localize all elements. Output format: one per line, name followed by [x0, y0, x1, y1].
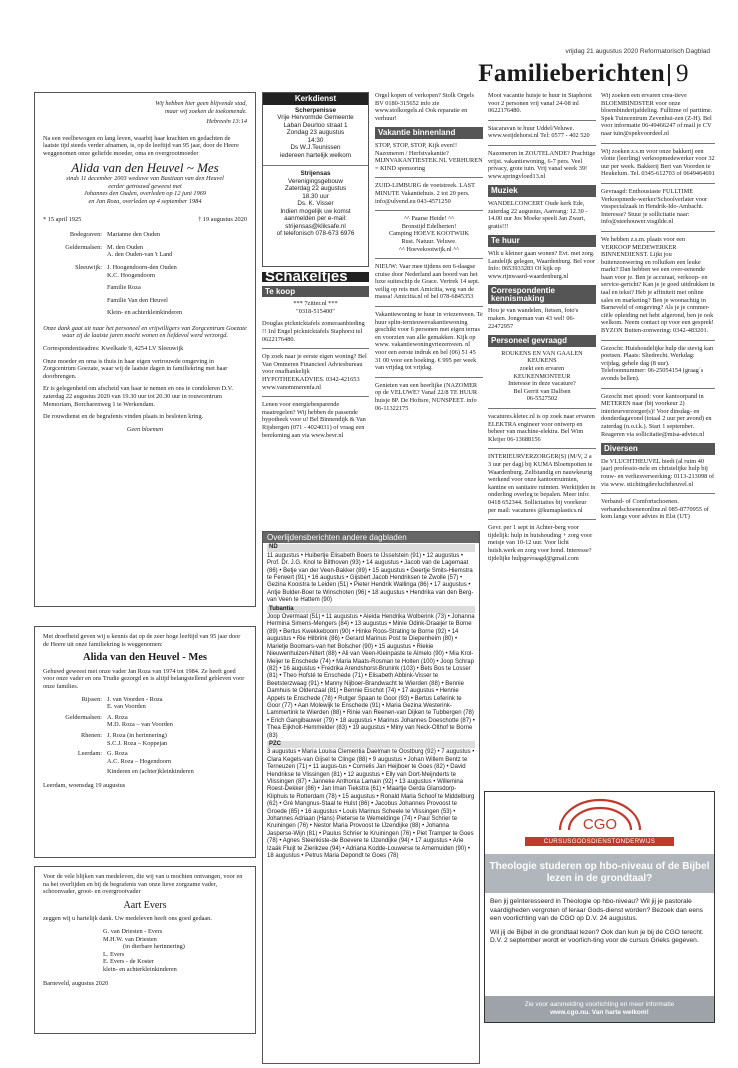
classified: ZUID-LIMBURG de voetstreek. LAST MINUTE Vakantiehuis. 2 tot 20 pers. info@ulvend.eu 043-4571250	[375, 182, 475, 205]
schakeltjes-column	[262, 268, 369, 444]
cgo-footer: Zie voor aanmelding voorlichting en meer informatie www.cgo.nu. Van harte welkom!	[485, 996, 714, 1022]
deceased-name: Aart Evers	[123, 899, 167, 911]
classified: We hebben z.s.m. plaats voor een VERKOOP MEDEWERKER BINNENDIENST. Lijkt jou buitenzonwering en rolluiken een leuke markt? Dan hebben we een over-eenende baan voor je. Ben je accuraat, verkoop- en service-gericht? Kan je je goed uitdrukken in taal en tekst? Heb je affiniteit met online sales en marketing? Ben je woonachtig in Barneveld of omgeving? Als je je commer-ciële opleiding net hebt afgerond, ben je ook welkom. Neem contact op voor een gesprek! BYZON Buiten-zonwering: 0342-483201.	[601, 235, 715, 335]
classified: INTERIEURVERZORGER(S) (M/V, 2 a 3 uur per dag) bij KUMA Bloempotten te Waardenburg. Zelfstandig en nauwkeurig werkend voor onze kantoorruimten, kantine en sanitaire ruimten. Werktijden in onderling overleg te bepalen. Meer info: 0418 652344. Sollicitaties bij voorkeur per mail: vacatures @kumaplastics.nl	[488, 453, 596, 514]
death-notice-1	[34, 92, 256, 607]
family-list: Bodegraven: Marianne den Ouden Geldermalsen: M. den Ouden A. den Ouden-van 't Land Sleeuwijk: J. Hoogendoorn-den Ouden K.C. Hoogendoorn Familie Roza Familie Van den Heuvel Klein- en achterkleinkinderen	[65, 231, 183, 317]
diversen-heading: Diversen	[601, 443, 715, 455]
cgo-subtitle: CURSUSGODSDIENSTONDERWIJS	[525, 837, 674, 846]
classifieds-column-6	[601, 92, 715, 526]
closing-line: Leerdam, woensdag 19 augustus	[43, 781, 126, 789]
te-koop-heading: Te koop	[262, 286, 369, 298]
thanks-text: Onze dank gaat uit naar het personeel en vrijwilligers van Zorgcentrum Goezate waar zij de laatste jaren mocht wonen en liefdevol werd verzorgd.	[43, 324, 247, 340]
classified: Hou je van wandelen, fietsen, foto's maken. Jongeman van 43 wel! 06-22472957	[488, 307, 579, 330]
classified: NIEUW: Vaar mee tijdens een 6-daagse cruise door Nederland aan boord van het luxe suiteschip de Grace. Vertrek 14 sept. veilig op reis met Amicitia, weg van de massa! Amicitia.nl of bel 078-6845353	[375, 263, 480, 301]
notice-para-2: Er is gelegenheid om afscheid van haar te nemen en ons te condoleren D.V. zaterdag 22 augustus 2020 van 19.30 uur tot 20.30 uur in rouwcentrum Memoriam, Borcharenweg 1 te Werkendam.	[43, 385, 233, 408]
cgo-logo-arcs	[545, 798, 655, 832]
closing-line: Geen bloemen	[126, 425, 164, 433]
obituary-list-nd: 11 augustus • Huibertje Elisabeth Boers te IJsselstein (91) • 12 augustus • Prof. Dr. J.G. Knol te Bilthoven (93) • 14 augustus • Jacob van de Lagemaat (86) • Betje van der Veen-Bakker (89) • 15 augustus • Geertje Smits-Hiemstra te Ferwert (91) • 16 augustus • Gijsbert Jacob Hendriksen te Zwolle (57) • Gezina Kooistra te Leiden (51) • Pieter Hendrik Wallinga (86) • 17 augustus • Antje Bulder-Boer te Winschoten (96) • 18 augustus • Hendrika van den Berg-van Veen te Hattem (90)	[267, 552, 474, 604]
classified: Lenen voor energiebesparende maatregelen? Wij hebben de passende hypotheek voor u! Bel Binnendijk & Van Rijsbergen (071 - 4024031) of vraag een berekening aan via www.bevr.nl	[262, 401, 366, 439]
notice-intro: Met droefheid geven wij u kennis dat op de zeer hoge leeftijd van 95 jaar door de Heere uit onze familiekring is weggenomen:	[43, 633, 241, 648]
cgo-advertisement	[484, 791, 715, 1023]
cgo-website-link[interactable]: www.cgo.nu. Van harte welkom!	[550, 1009, 649, 1016]
personeel-heading: Personeel gevraagd	[488, 335, 596, 347]
schakeltjes-title: Schakeltjes	[262, 272, 369, 282]
death-notice-2	[34, 626, 256, 858]
classified: WANDELCONCERT Oude kerk Ede, zaterdag 22 augustus, Aanvang: 12.30 - 14.00 uur Jos Moeke speelt Jan Zwart, gratis!!!	[488, 199, 588, 230]
family-list: Rijssen: J. van Voorden - Roza E. van Voorden Geldermalsen: A. Roza M.D. Roza – van Voorden Rhenen: J. Roza (in herinnering) S.C.J. Roza – Koppejan Leerdam: G. Roza A.C. Roza – Hogendoorn Kinderen en (achter)kleinkinderen	[65, 695, 194, 776]
correspondence-address: Correspondentieadres: Kwelkade 9, 4254 LV Sleeuwijk	[43, 345, 184, 353]
classified: Op zoek naar je eerste eigen woning? Bel Van Ommeren Financieel Adviesbureau voor onafhankelijk HYPOTHEEKADVIES. 0342-421653 www.vanommerenfa.nl	[262, 353, 367, 391]
classified: Gevraagd: Enthousiaste FULLTIME Verkoopmede-werker/Schoolverlater voor visspecialzaak in Hendrik-Ido-Ambacht. Interesse? Stuur je sollicitatie naar: info@steehouwer.visgilde.nl	[601, 187, 708, 226]
svg-text:CGO: CGO	[582, 816, 617, 832]
header-date: vrijdag 21 augustus 2020 Reformatorisch Dagblad	[565, 48, 710, 55]
section-title: Kerkdienst	[263, 93, 368, 105]
classified: vacatures.kletec.nl is op zoek naar ervaren ELEKTRA engineer voor ontwerp en beheer van machine-elektra. Bel Wim Kleijer 06-13688156	[488, 413, 595, 443]
classified: De VLUCHTHEUVEL biedt (al ruim 40 jaar) professio-nele en christelijke hulp bij rouw- en verliesverwerking: 0113-213098 of via www. stichtingdevluchtheuvel.nl	[601, 457, 715, 488]
obituaries-other-papers	[262, 531, 480, 1064]
notice-intro: Voor de vele blijken van medeleven, die wij van u mochten ontvangen, voor en na het overlijden en bij de begrafenis van onze lieve zorgzame vader, schoonvader, groot- en overgrootvader	[43, 873, 243, 896]
classified: Nazomeren in ZOUTELANDE? Prachtige vrijst. vakantiewoning, 6-7 pers. Veel privacy, grote tuin. Vrij vanaf week 39! www.springvloed13.nl	[488, 149, 596, 180]
classifieds-column-5	[488, 92, 596, 567]
region-tubantia: Tubantia	[267, 606, 475, 613]
classified: Gezocht: Huishoudelijke hulp die stevig kan poetsen. Plaats: Sliedrecht. Werkdag: vrijdag, gehele dag (8 uur). Telefoonnummer: 06-25054154 (graag´s avonds bellen).	[601, 344, 714, 382]
notice-subtitle: sinds 11 december 2003 weduwe van Bastiaan van den Heuvel eerder getrouwd geweest met Johannes den Ouden, overleden op 12 juni 1969 en Jan Roza, overleden op 4 september 1984	[66, 175, 224, 205]
notice-body: zeggen wij u hartelijk dank. Uw medeleven heeft ons goed gedaan.	[43, 915, 212, 923]
classified: Vakantiewoning te huur in vriezenveen. Te huur splin-ternieuwevakantiewoning geschikt voor 6 personen met eigen terras en voorzien van alle gemakken. Kijk op www. vakantiewoningvriezenveen. nl voor een eerste indruk en bel (06) 51 45 31 00 voor een boeking. € 995 per week van vrijdag tot vrijdag.	[375, 311, 483, 372]
classified: Mooi vacantie huisje te huur in Staphorst voor 2 personen vrij vanaf 24-08 inl 0622176480.	[488, 92, 592, 115]
obituary-list-tubantia: Joop Overmaat (51) • 11 augustus • Aleida Hendrika Wolberink (73) • Johanna Hermina Simens-Mengers (84) • 13 augustus • Minie Odink-Draaijer te Borne (89) • Bertus Kwekkeboom (90) • Hinke Roos-Strating te Borne (92) • 14 augustus • Rie Hilbrink (86) • Gerard Marinus Post te Diepenheim (80) • Marietje Boomars-van het Bolscher (90) • 15 augustus • Riekie Nieuwenhuizen-Nitert (88) • Ali van Veen-Kleinpaste te Almelo (90) • Mia Krol-Meijer te Enschede (74) • Maria Maats-Rosman te Holten (100) • Joop Schrap (82) • 16 augustus • Fredrika Arendshorst-Brunink (103) • Bets Bos te Losser (81) • Theo Hofsté te Enschede (71) • Elisabeth Abbink-Visser te Beetsterzwaag (91) • Manny Nijboer-Brandwacht te Wierden (88) • Bennie Damhuis te Oldenzaal (81) • Bennie Eischot (74) • 17 augustus • Hennie Appels te Enschede (78) • Rutger Spaan te Goor (93) • Bertus Leferink te Goor (77) • Aan Molewijk te Enschede (91) • Maria Gezina Westerink-Lammertink te Wierden (88) • Rinie van Reenen-van Dijken te Tubbergen (78) • Erich Gangibauwer (79) • 18 augustus • Marinus Johannes Doeschotte (87) • Thea Eijkholt-Hemmelder (83) • 19 augustus • Miny van Neck-Olthof te Borne (83)	[267, 614, 475, 739]
cgo-body-1: Ben jij geïnteresseerd in Theologie op hbo-niveau? Wil jij je pastorale vaardigheden vergroten of leraar Gods-dienst worden? Bezoek dan eens een voorlichting van de CGO op D.V. 24 augustus.	[490, 898, 703, 923]
life-dates: * 15 april 1925 † 19 augustus 2020	[43, 215, 247, 223]
classified: Gevr. per 1 sept in Achter-berg voor tijdelijk: hulp in huishouding + zorg voor meisje van 10-12 uur. Voor licht huish.werk en zorg voor hond. Interesse? tijdelijke hulpgevraagd@gmail.com	[488, 524, 593, 562]
classified: Gezocht met spoed: voor kantoorpand in METEREN naar (bij voorkeur 2) interieurverzorger(s)! Voor dinsdag- en donderdagavond (totaal 2 uur per avond) en zaterdag (n.o.t.k.). Start 1 september. Reageren via sollicitatie@misa-advies.nl	[601, 392, 712, 438]
classified: Wij zoeken een ervaren crea-tieve BLOEMBINDSTER voor onze bloembinderijafdeling. Fulltime of parttime. Spek Tuincentrum Zevenhui-zen (Z-H). Bel voor informatie 06-49466247 of mail je CV naar tuin@spekvoordeel.nl	[601, 92, 713, 137]
region-pzc: PZC	[267, 741, 475, 748]
classified: *** 7zitter.nl *** "0318-515400"	[293, 300, 338, 315]
region-nd: ND	[267, 544, 475, 551]
classified: Wilt u kleiner gaan wonen? Evt. met zorg. Landelijk gelegen, Waardenburg. Bel voor Info: 0653933283 Of kijk op www.rijnwaard-waardenburg.nl	[488, 249, 595, 280]
page-number: 9	[676, 60, 689, 87]
classified: Orgel kopen of verkopen? Stolk Orgels BV 0180-315652 info zie www.stolkorgels.nl Ook reparatie en verhuur!	[375, 92, 474, 122]
obituary-list-pzc: 3 augustus • Maria Louisa Clementia Daelman te Oostburg (92) • 7 augustus • Clara Kegels-van Gijsel te Clinge (88) • 9 augustus • Johan Willem Bentz te Terneuzen (71) • 11 augus-tus • Cornelis Jan Heijboer te Goes (82) • David Hendrikse te Vlissingen (81) • 12 augustus • Elly van Dort-Meijnderts te Vlissingen (87) • Janneke Anthonia Lamain (92) • 13 augustus • Willemina Roest-Dekker (86) • Jan Iman Tiekstra (61) • Maartje Gerda Glansdorp-Kliphuis te Rotterdam (78) • 15 augustus • Ronald Maria Schoof te Middelburg (62) • Gré Mangnus-Staal te Hulst (86) • Jacobus Johannes Provoost te Groede (85) • 16 augustus • Louis Marinus Scheele te Vlissingen (53) • Johannes Adriaan (Hans) Pieterse te Wemeldinge (74) • Paul Schrier te Kruiningen (76) • Nestor Maria Provoost te IJzendijke (88) • Johanna Jasperse-Wijn (81) • Paulus Schrier te Kruiningen (76) • Piet Tramper te Goes (78) • Agnes Steenkiste-de Boevere te IJzendijke (94) • 17 augustus • Arie Izaäk Fluijt te Zierikzee (94) • Adriana Kodde-Louwerse te Arnemuiden (90) • 18 augustus • Petrus Maria Depondt te Goes (78)	[267, 749, 475, 860]
classifieds-column-4	[375, 92, 483, 417]
bible-ref: Hebreeën 13:14	[206, 118, 247, 126]
cgo-headline: Theologie studeren op hbo-niveau of de Bijbel lezen in de grondtaal?	[485, 854, 714, 893]
service-listing-2: Strijensas Verenigingsgebouw Zaterdag 22 augustus 18.30 uur Ds. K. Visser Indien mogelijk uw komst aanmelden per e-mail: strijensas@kliksafe.nl of telefonisch 078-673 6976	[276, 170, 355, 237]
signatories: G. van Driesten - Evers M.H.W. van Driesten (in dierbare herinnering) L. Evers E. Evers - de Koster klein- en achterkleinkinderen	[103, 927, 185, 973]
obituaries-title: Overlijdensberichten andere dagbladen	[263, 532, 479, 543]
thanks-notice	[34, 866, 256, 1034]
classified: Verband- of Comfortschoenen. verbandschoenenonline.nl 085-8770955 of kom langs voor advies in Elst (UT)	[601, 498, 709, 521]
closing-line: Barneveld, augustus 2020	[43, 979, 109, 987]
notice-para-1: Onze moeder en oma is thuis in haar eigen vertrouwde omgeving in Zorgcentrum Goezate, waar wij de laatste dagen in familiekring met haar doorbrengen.	[43, 357, 228, 380]
notice-intro: Na een veelbewogen en lang leven, waarbij haar krachten en gedachten de laatste tijd steeds verder afnamen, is, op de leeftijd van 95 jaar, door de Heere weggenomen onze geliefde moeder, oma en overgrootmoeder	[43, 134, 239, 157]
classified: Genieten van een heerlijke (NAZOMER op de VELUWE? Vanaf 22/8 TE HUUR huisje 8P. De Hoftsre, NUNSPEET. info 06-11322175	[375, 381, 478, 412]
cgo-logo	[485, 792, 714, 837]
page-title: Familieberichten	[478, 60, 665, 87]
deceased-name: Alida van den Heuvel ~ Mes	[71, 159, 219, 175]
notice-para-3: De rouwdienst en de begrafenis vinden plaats in besloten kring.	[43, 413, 204, 421]
notice-body: Gehuwd geweest met onze vader Jan Roza van 1974 tot 1984. Ze heeft goed voor onze vader en ons Trudie gezorgd en is altijd belangstellend gebleven voor onze families.	[43, 667, 245, 690]
vakantie-heading: Vakantie binnenland	[375, 127, 483, 139]
classified: Stacaravan te huur Uddel/Veluwe. www.weijdehorst.nl Tel: 0577 - 402 520	[488, 124, 590, 140]
classified: ^^ Paarse Heide! ^^ Bronstijd Edelherten! Camping HOEVE KOOTWIJK Rust. Natuur. Veluwe. ^^ Hoevekootwijk.nl ^^	[388, 215, 470, 253]
te-huur-heading: Te huur	[488, 235, 596, 247]
classified: Douglas picknicktafels zomeraanbieding !! 1nl Engel picknicktafels Staphorst tel 0622176480.	[262, 320, 365, 343]
deceased-name: Alida van den Heuvel - Mes	[83, 652, 207, 664]
cgo-body-2: Wil jij de Bijbel in de grondtaal lezen? Ook dan kun je bij de CGO terecht. D.V. 2 september wordt er voorlich-ting voor de cursus Grieks gegeven.	[490, 928, 704, 945]
service-listing-1: Scherpenisse Vrije Hervormde Gemeente Laban Deurloo straat 1 Zondag 23 augustus 14:30 Ds W.J.Teunissen iedereen hartelijk welkom	[277, 106, 354, 159]
title-divider	[668, 64, 670, 86]
bible-quote: Wij hebben hier geen blijvende stad, maar wij zoeken de toekomende.	[155, 100, 247, 115]
correspondentie-heading: Correspondentie kennismaking	[488, 285, 596, 304]
muziek-heading: Muziek	[488, 185, 596, 197]
classified: Wij zoeken z.s.m voor onze bakkerij een vlotte (leerling) verkoopmedewerker voor 32 uur per week. Bakkerij Bert van Voorden te Heukelum. Tel. 0345-612703 of 0649464691	[601, 147, 715, 178]
classified: ROUKENS EN VAN GAALEN KEUKENS zoekt een ervaren KEUKENMONTEUR Interesse in deze vacature? Bel Gerrit van Dalfsen 06-5527502	[501, 349, 583, 403]
classified: STOP, STOP, STOP, Kijk even!! Nazomeren / Herfstvakantie? MIJNVAKANTIESTEK.NL VERHUREN = KIND sponsoring	[375, 141, 483, 172]
kerkdienst-section	[262, 92, 369, 267]
